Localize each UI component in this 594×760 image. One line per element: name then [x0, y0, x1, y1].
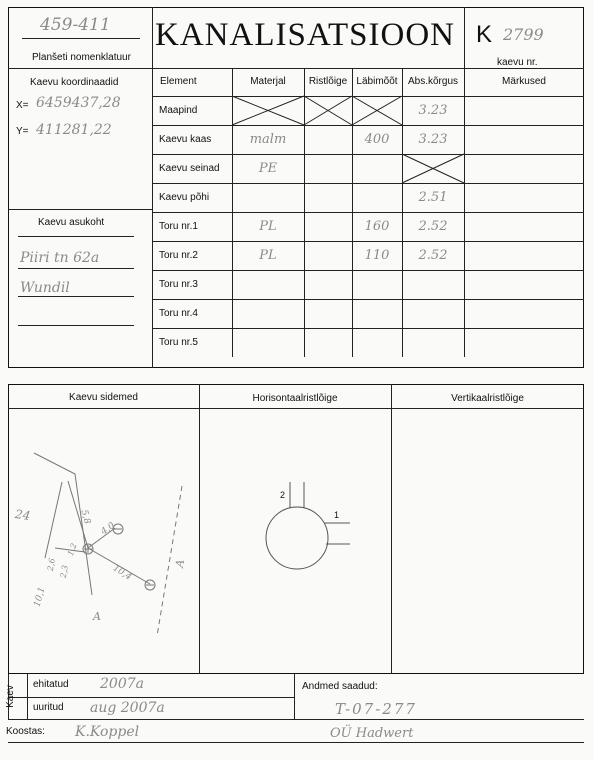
table-header-cell: Element — [160, 76, 197, 87]
table-cell: 2.52 — [418, 219, 448, 234]
sketch-d3: 10,4 — [110, 563, 134, 583]
x-label: X= — [16, 100, 29, 111]
sketch-d2: 4,0 — [99, 520, 117, 538]
table-cell: 160 — [364, 219, 390, 234]
measured-value: aug 2007a — [90, 700, 165, 716]
well-number: 2799 — [503, 25, 544, 44]
coords-heading: Kaevu koordinaadid — [30, 77, 119, 88]
footer-divider-left — [27, 674, 28, 719]
table-cell: 2.51 — [418, 190, 448, 205]
sketch-d6: 2,3 — [58, 564, 70, 579]
table-cell: 110 — [364, 248, 390, 263]
ties-heading: Kaevu sidemed — [69, 392, 138, 403]
built-label: ehitatud — [33, 679, 69, 690]
footer-divider-mid — [294, 674, 295, 719]
built-value: 2007a — [100, 676, 144, 692]
sketch-d7: 2,6 — [45, 557, 57, 572]
footer-line-3 — [8, 742, 584, 743]
table-row-label: Toru nr.5 — [159, 337, 198, 348]
sheet-label: Planšeti nomenklatuur — [32, 52, 131, 63]
compiled-by: K.Koppel — [75, 724, 140, 740]
table-row-label: Toru nr.2 — [159, 250, 198, 261]
data-value: T-07-277 — [335, 700, 417, 718]
measured-label: uuritud — [33, 702, 64, 713]
location-line2: Wundil — [20, 280, 70, 296]
sketch-bottom-label: A — [93, 610, 101, 623]
footer-line-2 — [8, 719, 584, 720]
vertical-heading: Vertikaalristlõige — [451, 393, 524, 404]
table-row-label: Kaevu kaas — [159, 134, 212, 145]
compiled-label: Koostas: — [6, 726, 45, 737]
location-line1: Piiri tn 62a — [20, 250, 100, 266]
y-value: 411281,22 — [36, 122, 112, 138]
table-header-cell: Abs.kõrgus — [407, 76, 459, 87]
sketch-d5: 1,2 — [65, 541, 79, 558]
table-row-label: Kaevu põhi — [159, 192, 210, 203]
sketch-d1: 5,8 — [78, 508, 92, 526]
footer-line-1 — [8, 697, 294, 698]
kaev-vertical-label: Kaev — [4, 685, 16, 708]
sketch-d4: 10,1 — [32, 586, 48, 608]
sketch-side-label: 24 — [14, 507, 32, 523]
location-heading: Kaevu asukoht — [38, 217, 105, 228]
company: OÜ Hadwert — [330, 726, 414, 741]
table-row-label: Maapind — [159, 105, 198, 116]
well-label: kaevu nr. — [497, 57, 538, 68]
data-label: Andmed saadud: — [302, 681, 378, 692]
page-title: KANALISATSIOON — [155, 17, 455, 53]
sheet-number: 459-411 — [40, 15, 111, 35]
table-cell: PL — [259, 219, 277, 234]
table-header-cell: Materjal — [250, 76, 286, 87]
table-cell: malm — [249, 132, 287, 147]
table-cell: 400 — [364, 132, 390, 147]
table-cell: 3.23 — [418, 103, 448, 118]
horizontal-heading: Horisontaalristlõige — [252, 393, 338, 404]
table-header-cell: Märkused — [502, 76, 546, 87]
table-cell: 2.52 — [418, 248, 448, 263]
table-row-label: Toru nr.4 — [159, 308, 198, 319]
table-row-label: Toru nr.1 — [159, 221, 198, 232]
table-header-cell: Ristlõige — [308, 76, 348, 87]
y-label: Y= — [16, 126, 29, 137]
table-row-label: Toru nr.3 — [159, 279, 198, 290]
well-prefix: K — [476, 21, 493, 48]
table-cell: PL — [259, 248, 277, 263]
table-row-label: Kaevu seinad — [159, 163, 220, 174]
table-cell: PE — [258, 161, 278, 176]
table-cell: 3.23 — [418, 132, 448, 147]
pipe-2-label: 2 — [280, 490, 286, 500]
x-value: 6459437,28 — [36, 95, 121, 111]
pipe-1-label: 1 — [334, 510, 340, 520]
table-header-cell: Läbimõõt — [356, 76, 398, 87]
sketch-right-label: A — [172, 558, 188, 569]
